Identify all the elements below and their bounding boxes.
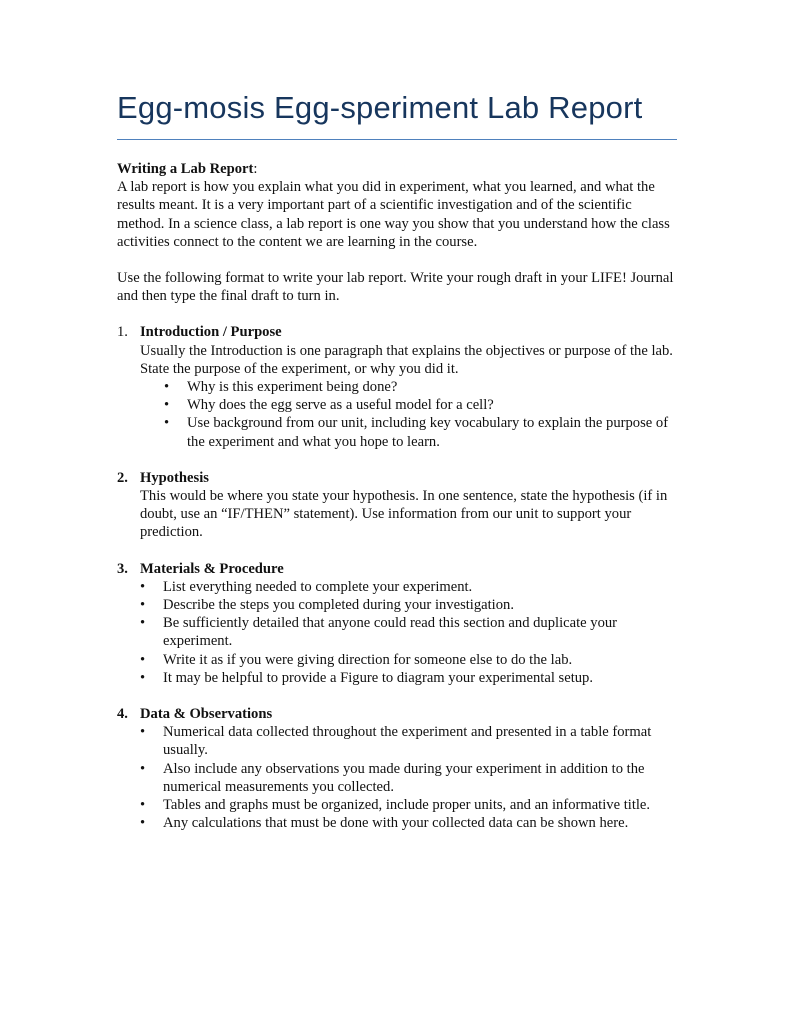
list-item-text: List everything needed to complete your experiment. <box>163 578 473 595</box>
bullet-icon: • <box>140 669 146 686</box>
spacer <box>117 305 682 323</box>
section-1-bullet-list <box>117 378 682 451</box>
document-body <box>117 160 682 833</box>
section-heading: Materials & Procedure <box>140 560 284 577</box>
title-underline <box>117 139 677 140</box>
list-item <box>117 596 682 614</box>
list-item <box>117 396 682 414</box>
list-item <box>117 796 682 814</box>
intro-heading-colon: : <box>253 161 258 177</box>
spacer <box>117 687 682 705</box>
intro-heading: Writing a Lab Report <box>117 161 254 177</box>
bullet-icon: • <box>164 415 170 432</box>
list-item <box>117 760 682 796</box>
list-item <box>117 814 682 832</box>
list-item <box>117 669 682 687</box>
intro-paragraph-1: A lab report is how you explain what you did in experiment, what you learned, and what the results meant. It is a very important part of a scientific investigation and of the scientific method. In a science class, a lab report is one way you show that you understand how the class activities connect to the content we are learning in the course. <box>117 179 670 250</box>
list-item-text: Why does the egg serve as a useful model for a cell? <box>187 397 494 414</box>
section-number: 3. <box>117 560 128 577</box>
bullet-icon: • <box>140 724 146 741</box>
list-item-text: Use background from our unit, including key vocabulary to explain the purpose of the experiment and what you hope to learn. <box>187 415 669 450</box>
section-body: Usually the Introduction is one paragraph that explains the objectives or purpose of the lab. State the purpose of the experiment, or why you did it. <box>140 342 673 377</box>
list-item <box>117 614 682 650</box>
section-number: 2. <box>117 469 128 486</box>
list-item-text: Also include any observations you made during your experiment in addition to the numerical measurements you collected. <box>163 760 645 795</box>
section-number: 4. <box>117 706 128 723</box>
list-item-text: Write it as if you were giving direction for someone else to do the lab. <box>163 651 573 668</box>
list-item-text: Tables and graphs must be organized, include proper units, and an informative title. <box>163 797 651 814</box>
list-item-text: Describe the steps you completed during your investigation. <box>163 597 514 614</box>
bullet-icon: • <box>140 615 146 632</box>
list-item-text: Be sufficiently detailed that anyone could read this section and duplicate your experiment. <box>163 615 618 650</box>
intro-paragraph-2: Use the following format to write your lab report. Write your rough draft in your LIFE! Journal and then type the final draft to turn in. <box>117 270 674 305</box>
list-item-text: Why is this experiment being done? <box>187 379 398 396</box>
list-item <box>117 378 682 396</box>
bullet-icon: • <box>164 397 170 414</box>
section-heading: Hypothesis <box>140 469 209 486</box>
list-item <box>117 723 682 759</box>
section-data-observations <box>117 705 682 723</box>
section-number: 1. <box>117 324 128 341</box>
bullet-icon: • <box>140 651 146 668</box>
section-heading: Introduction / Purpose <box>140 324 282 341</box>
intro-heading-line <box>117 160 682 178</box>
list-item-text: It may be helpful to provide a Figure to diagram your experimental setup. <box>163 669 593 686</box>
spacer <box>117 251 682 269</box>
bullet-icon: • <box>140 578 146 595</box>
section-heading: Data & Observations <box>140 706 273 723</box>
spacer <box>117 542 682 560</box>
list-item <box>117 414 682 450</box>
bullet-icon: • <box>140 597 146 614</box>
section-3-bullet-list <box>117 578 682 687</box>
section-introduction-purpose <box>117 323 682 378</box>
list-item <box>117 578 682 596</box>
list-item <box>117 651 682 669</box>
bullet-icon: • <box>140 797 146 814</box>
section-hypothesis <box>117 469 682 542</box>
spacer <box>117 451 682 469</box>
bullet-icon: • <box>140 815 146 832</box>
section-materials-procedure <box>117 560 682 578</box>
list-item-text: Any calculations that must be done with your collected data can be shown here. <box>163 815 629 832</box>
bullet-icon: • <box>140 760 146 777</box>
list-item-text: Numerical data collected throughout the experiment and presented in a table format usually. <box>163 724 652 759</box>
page-title: Egg-mosis Egg-speriment Lab Report <box>117 90 643 125</box>
bullet-icon: • <box>164 379 170 396</box>
section-body: This would be where you state your hypothesis. In one sentence, state the hypothesis (if in doubt, use an “IF/THEN” statement). Use information from our unit to support your prediction. <box>140 488 668 541</box>
section-4-bullet-list <box>117 723 682 832</box>
